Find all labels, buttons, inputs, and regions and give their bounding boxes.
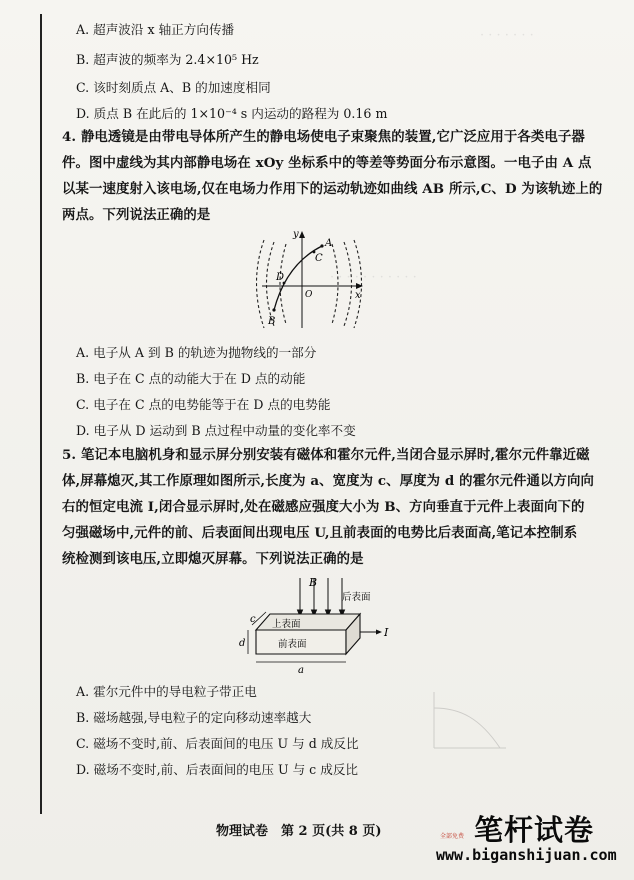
q4-stem-line: 两点。下列说法正确的是 <box>62 207 211 223</box>
page-footer: 物理试卷 第 2 页(共 8 页) <box>216 824 382 839</box>
watermark-brand: 笔杆试卷 <box>474 813 595 847</box>
q4-stem-line: 以某一速度射入该电场,仅在电场力作用下的运动轨迹如曲线 AB 所示,C、D 为该轨迹上的 <box>62 181 603 197</box>
q5-option-c: C. 磁场不变时,前、后表面间的电压 U 与 d 成反比 <box>76 736 359 751</box>
bleed-through-text: · · · · · · · · · · · <box>330 270 417 285</box>
q4-fig-label-a: A <box>325 238 333 249</box>
q5-stem-line: 体,屏幕熄灭,其工作原理如图所示,长度为 a、宽度为 c、厚度为 d 的霍尔元件通以方向向 <box>62 473 594 489</box>
q4-fig-label-x: x <box>355 290 361 301</box>
q4-fig-label-c: C <box>315 253 323 264</box>
bleed-through-graph <box>430 688 510 758</box>
q5-fig-label-back-surface: 后表面 <box>342 592 371 603</box>
q4-stem-line: 4. 静电透镜是由带电导体所产生的静电场使电子束聚焦的装置,它广泛应用于各类电子器 <box>62 129 585 145</box>
q5-stem-line: 右的恒定电流 I,闭合显示屏时,处在磁感应强度大小为 B、方向垂直于元件上表面向下的 <box>62 499 585 515</box>
q5-fig-label-length-a: a <box>298 665 304 676</box>
q5-fig-label-b: B <box>309 576 318 589</box>
q4-option-b: B. 电子在 C 点的动能大于在 D 点的动能 <box>76 371 306 386</box>
q5-fig-label-front-surface: 前表面 <box>278 639 307 650</box>
q4-figure-electrostatic-lens <box>256 228 368 338</box>
q4-fig-label-y: y <box>293 229 299 240</box>
q3-option-a: A. 超声波沿 x 轴正方向传播 <box>76 22 235 37</box>
q4-option-c: C. 电子在 C 点的电势能等于在 D 点的电势能 <box>76 397 331 412</box>
q4-stem-line: 件。图中虚线为其内部静电场在 xOy 坐标系中的等差等势面分布示意图。一电子由 A 点 <box>62 155 592 171</box>
watermark-url: www.biganshijuan.com <box>436 846 617 864</box>
q4-fig-label-d: D <box>276 272 285 283</box>
q5-stem-line: 5. 笔记本电脑机身和显示屏分别安装有磁体和霍尔元件,当闭合显示屏时,霍尔元件靠近磁 <box>62 447 590 463</box>
q4-fig-label-origin: O <box>305 290 313 300</box>
q5-fig-label-top-surface: 上表面 <box>272 619 301 630</box>
q5-option-d: D. 磁场不变时,前、后表面间的电压 U 与 c 成反比 <box>76 762 359 777</box>
q4-option-d: D. 电子从 D 运动到 B 点过程中动量的变化率不变 <box>76 423 356 438</box>
q5-option-b: B. 磁场越强,导电粒子的定向移动速率越大 <box>76 710 312 725</box>
q4-option-a: A. 电子从 A 到 B 的轨迹为抛物线的一部分 <box>76 345 317 360</box>
q5-option-a: A. 霍尔元件中的导电粒子带正电 <box>76 684 257 699</box>
q5-fig-label-current: I <box>384 626 389 639</box>
watermark-free-stamp: 全部免费 <box>440 833 465 840</box>
q4-fig-label-b: B <box>268 316 276 327</box>
bleed-through-text: · · · · · · · <box>480 28 534 43</box>
q5-stem-line: 匀强磁场中,元件的前、后表面间出现电压 U,且前表面的电势比后表面高,笔记本控制系 <box>62 525 578 541</box>
q5-stem-line: 统检测到该电压,立即熄灭屏幕。下列说法正确的是 <box>62 551 364 567</box>
q3-option-c: C. 该时刻质点 A、B 的加速度相同 <box>76 80 271 95</box>
q5-fig-label-width-c: c <box>250 614 256 625</box>
q3-option-d: D. 质点 B 在此后的 1×10⁻⁴ s 内运动的路程为 0.16 m <box>76 106 388 121</box>
binding-margin-line <box>40 14 42 814</box>
q5-fig-label-thickness-d: d <box>239 638 246 649</box>
q3-option-b: B. 超声波的频率为 2.4×10⁵ Hz <box>76 52 259 67</box>
q5-figure-hall-element <box>238 572 398 678</box>
